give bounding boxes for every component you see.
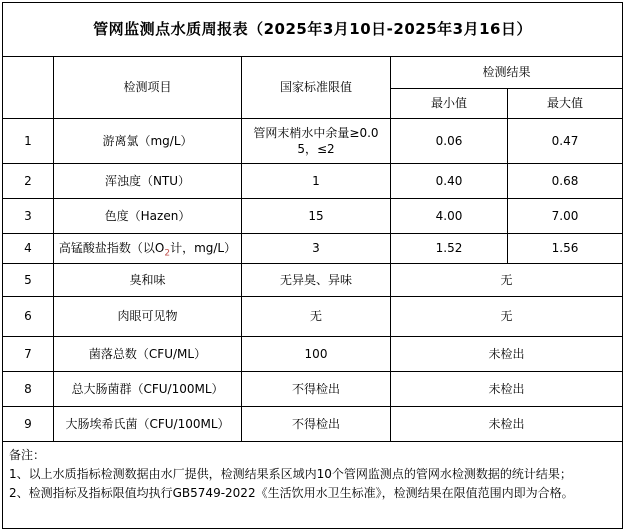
row-number-cell: 7 xyxy=(3,337,54,372)
item-cell: 游离氯（mg/L） xyxy=(54,119,242,164)
standard-cell: 不得检出 xyxy=(242,372,391,407)
item-cell: 菌落总数（CFU/ML） xyxy=(54,337,242,372)
item-cell: 总大肠菌群（CFU/100ML） xyxy=(54,372,242,407)
report-title: 管网监测点水质周报表（2025年3月10日-2025年3月16日） xyxy=(3,3,623,57)
min-value-cell: 0.40 xyxy=(391,164,508,199)
table-row xyxy=(3,199,623,234)
max-header-cell: 最大值 xyxy=(508,89,623,119)
item-header-cell: 检测项目 xyxy=(54,57,242,119)
row-number-cell: 8 xyxy=(3,372,54,407)
standard-cell: 无异臭、异味 xyxy=(242,264,391,297)
standard-cell: 管网末梢水中余量≥0.05，≤2 xyxy=(242,119,391,164)
table-row xyxy=(3,3,623,57)
table-row xyxy=(3,297,623,337)
max-value-cell: 7.00 xyxy=(508,199,623,234)
table-row xyxy=(3,119,623,164)
row-number-cell: 3 xyxy=(3,199,54,234)
row-number-cell: 1 xyxy=(3,119,54,164)
min-value-cell: 1.52 xyxy=(391,234,508,264)
standard-cell: 不得检出 xyxy=(242,407,391,442)
note-line-2: 2、检测指标及指标限值均执行GB5749-2022《生活饮用水卫生标准》，检测结果在限值范围内即为合格。 xyxy=(9,486,574,501)
standard-header-cell: 国家标准限值 xyxy=(242,57,391,119)
table-row xyxy=(3,407,623,442)
item-cell: 臭和味 xyxy=(54,264,242,297)
row-number-cell: 9 xyxy=(3,407,54,442)
oxygen-subscript: 2 xyxy=(164,248,171,259)
standard-cell: 100 xyxy=(242,337,391,372)
item-cell: 肉眼可见物 xyxy=(54,297,242,337)
standard-cell: 3 xyxy=(242,234,391,264)
row-number-cell: 6 xyxy=(3,297,54,337)
notes-label: 备注： xyxy=(9,448,46,462)
max-value-cell: 0.68 xyxy=(508,164,623,199)
result-value-cell: 未检出 xyxy=(391,337,623,372)
item-text: 高锰酸盐指数（以O xyxy=(58,241,165,256)
note-line-1: 1、以上水质指标检测数据由水厂提供，检测结果系区域内10个管网监测点的管网水检测数据的统计结果； xyxy=(9,467,572,482)
standard-cell: 1 xyxy=(242,164,391,199)
min-value-cell: 0.06 xyxy=(391,119,508,164)
notes-cell xyxy=(3,442,623,529)
table-row xyxy=(3,234,623,264)
water-quality-report-table xyxy=(2,2,623,529)
result-header-cell: 检测结果 xyxy=(391,57,623,89)
max-value-cell: 1.56 xyxy=(508,234,623,264)
item-text: 计，mg/L） xyxy=(170,241,237,256)
result-value-cell: 无 xyxy=(391,297,623,337)
standard-cell: 无 xyxy=(242,297,391,337)
item-cell xyxy=(54,234,242,264)
table-header-row xyxy=(3,57,623,89)
standard-cell: 15 xyxy=(242,199,391,234)
item-cell: 色度（Hazen） xyxy=(54,199,242,234)
result-value-cell: 无 xyxy=(391,264,623,297)
item-cell: 浑浊度（NTU） xyxy=(54,164,242,199)
row-number-cell: 2 xyxy=(3,164,54,199)
table-row xyxy=(3,337,623,372)
table-row xyxy=(3,372,623,407)
table-row xyxy=(3,442,623,529)
item-cell: 大肠埃希氏菌（CFU/100ML） xyxy=(54,407,242,442)
table-row xyxy=(3,164,623,199)
row-number-header-cell xyxy=(3,57,54,119)
table-row xyxy=(3,264,623,297)
result-value-cell: 未检出 xyxy=(391,372,623,407)
max-value-cell: 0.47 xyxy=(508,119,623,164)
result-value-cell: 未检出 xyxy=(391,407,623,442)
row-number-cell: 4 xyxy=(3,234,54,264)
min-value-cell: 4.00 xyxy=(391,199,508,234)
min-header-cell: 最小值 xyxy=(391,89,508,119)
row-number-cell: 5 xyxy=(3,264,54,297)
